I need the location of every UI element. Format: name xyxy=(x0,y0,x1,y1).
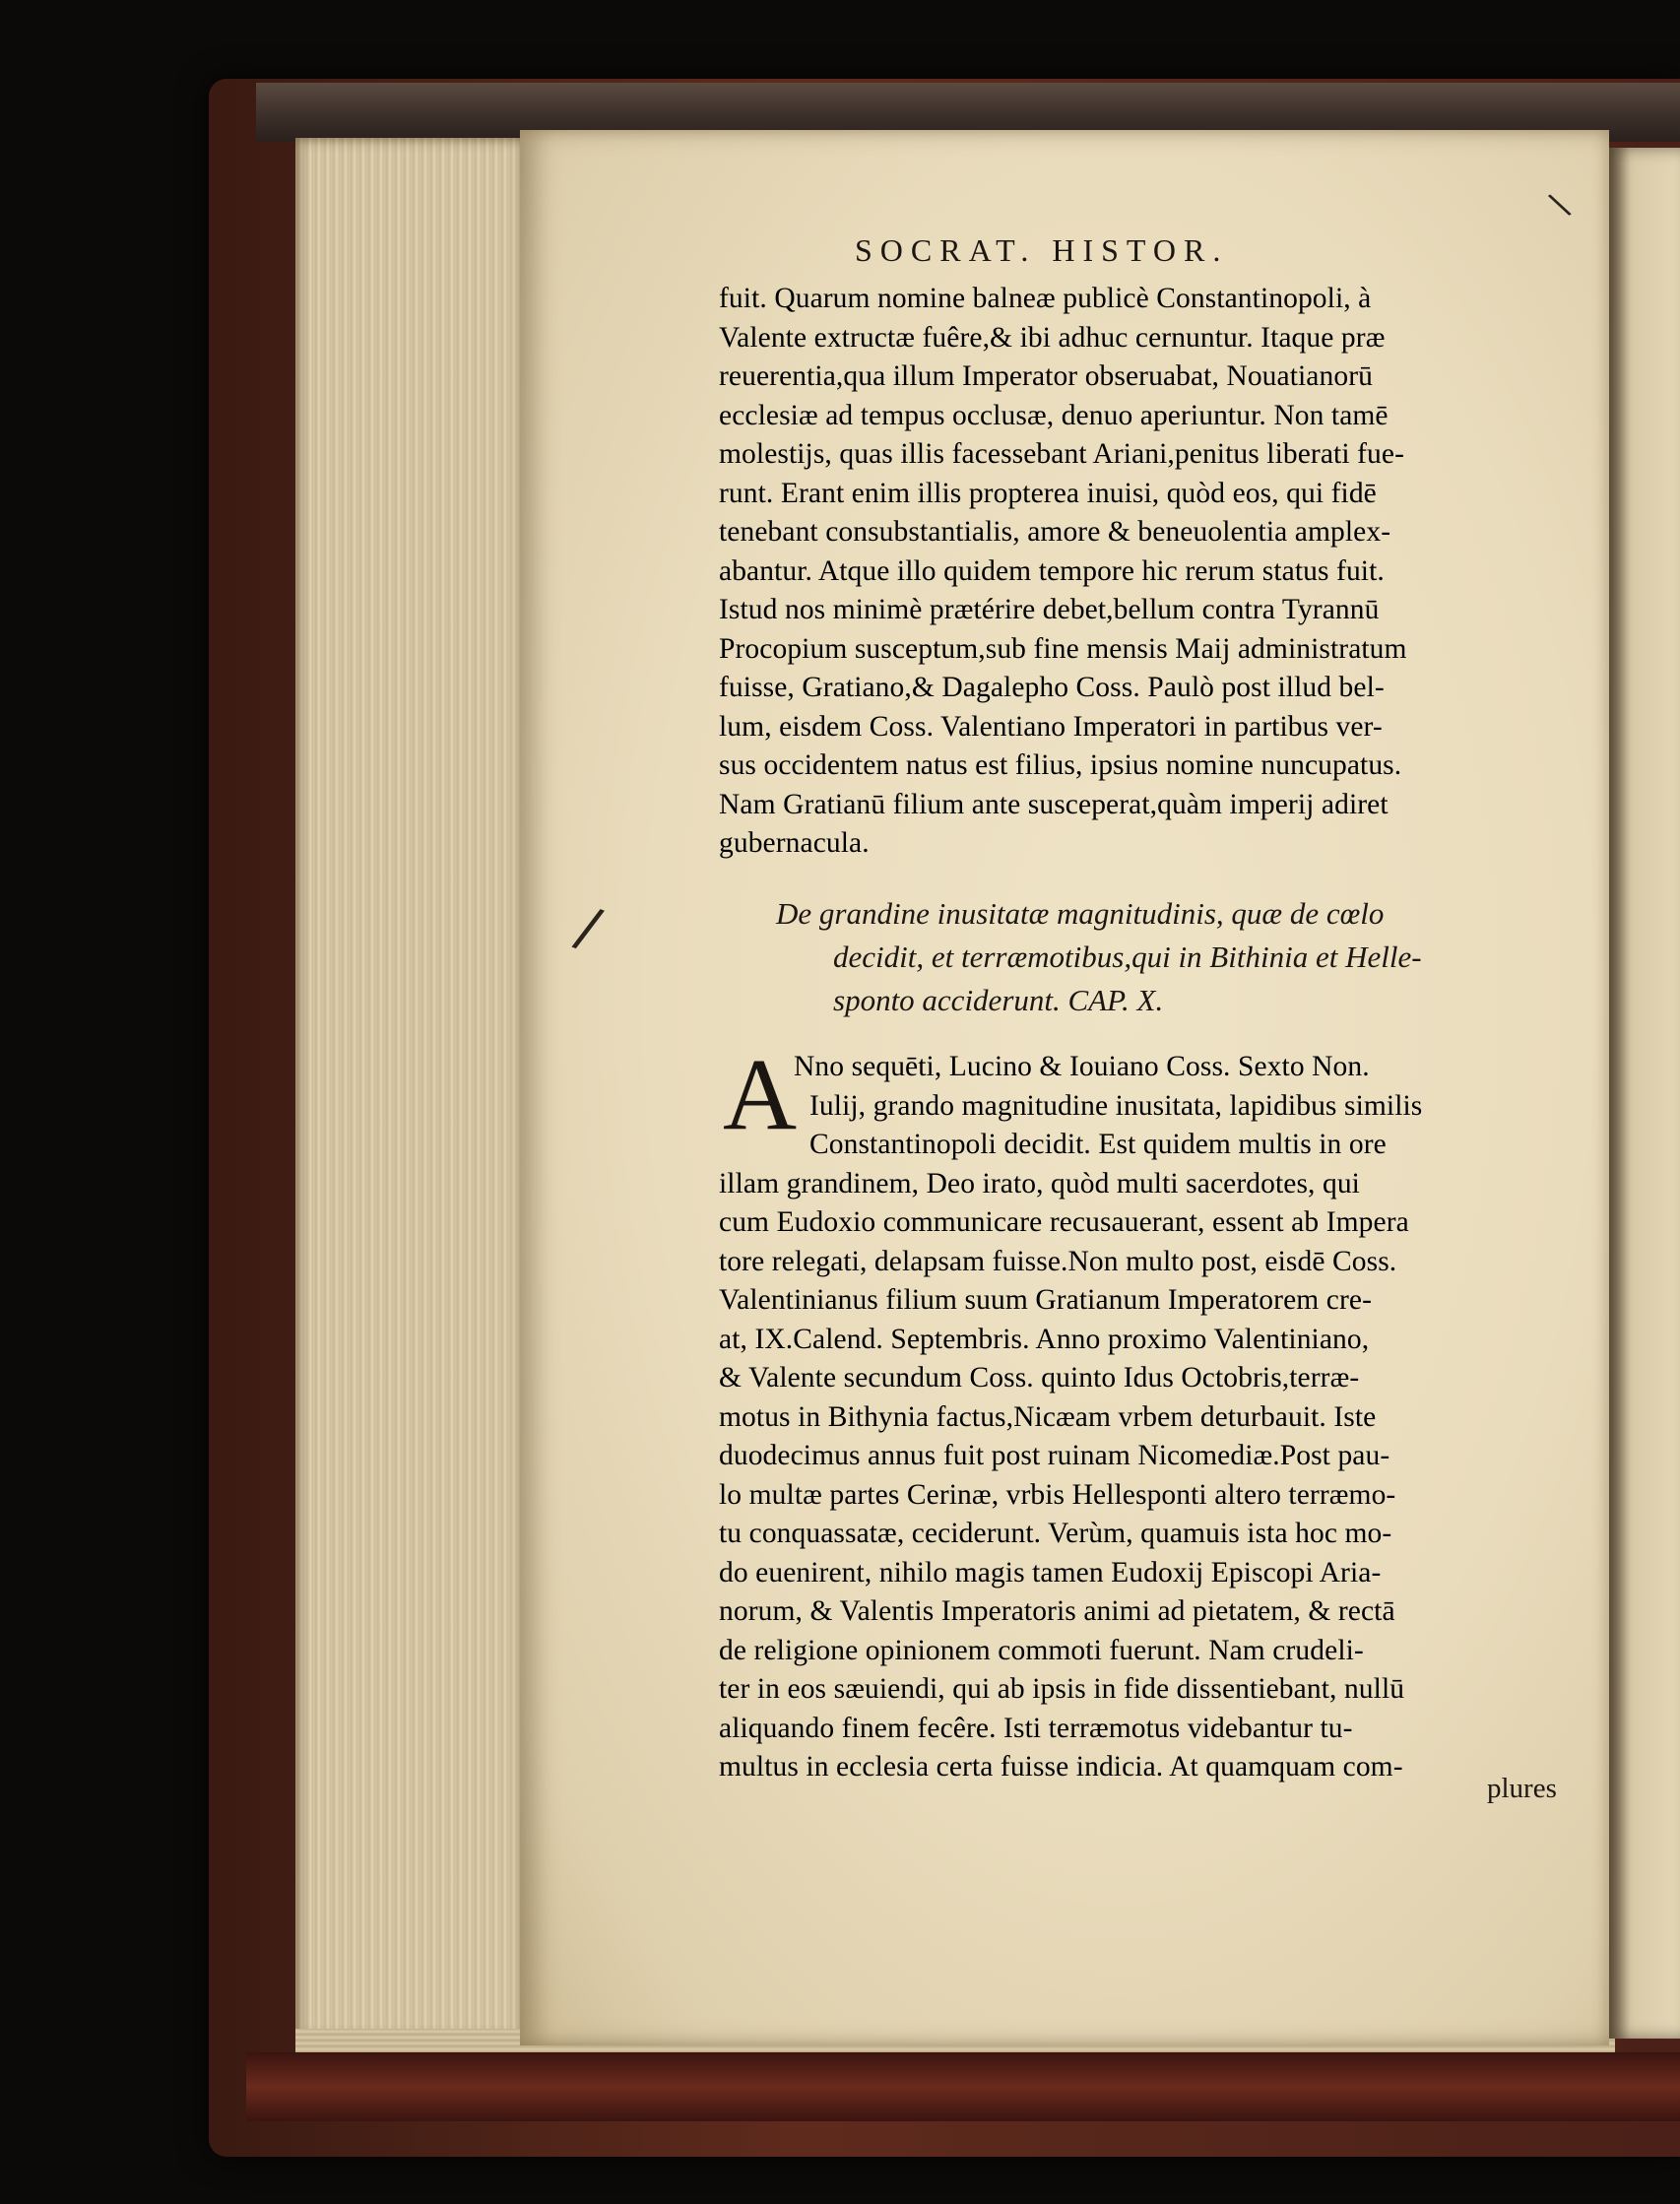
text-line: Valentinianus filium suum Gratianum Imperatorem cre- xyxy=(719,1284,1373,1316)
text-line: & Valente secundum Coss. quinto Idus Octobris,terræ- xyxy=(719,1362,1360,1394)
text-line: runt. Erant enim illis propterea inuisi, quòd eos, qui fidē xyxy=(719,477,1377,509)
book-bottom-board xyxy=(246,2052,1680,2121)
text-line: ecclesiæ ad tempus occlusæ, denuo aperiuntur. Non tamē xyxy=(719,399,1389,431)
text-line: Valente extructæ fuêre,& ibi adhuc cernuntur. Itaque præ xyxy=(719,321,1386,354)
facing-page-edge xyxy=(1609,148,1680,2039)
text-line: illam grandinem, Deo irato, quòd multi sacerdotes, qui xyxy=(719,1167,1360,1199)
catchword: plures xyxy=(1487,1773,1557,1804)
text-line: tu conquassatæ, ceciderunt. Verùm, quamuis ista hoc mo- xyxy=(719,1518,1392,1549)
chapter-heading xyxy=(776,892,1524,1022)
drop-cap: A xyxy=(723,1038,798,1151)
paragraph-2 xyxy=(719,1038,1576,1787)
text-line: de religione opinionem commoti fuerunt. Nam crudeli- xyxy=(719,1634,1364,1666)
text-line: lo multæ partes Cerinæ, vrbis Hellesponti altero terræmo- xyxy=(719,1478,1396,1511)
text-line: norum, & Valentis Imperatoris animi ad pietatem, & rectā xyxy=(719,1595,1395,1627)
chapter-heading-line: sponto acciderunt. CAP. X. xyxy=(833,983,1164,1017)
text-line: at, IX.Calend. Septembris. Anno proximo Valentiniano, xyxy=(719,1323,1370,1355)
running-head: SOCRAT. HISTOR. xyxy=(855,232,1229,268)
text-line: lum, eisdem Coss. Valentiano Imperatori in partibus ver- xyxy=(719,710,1383,743)
text-line: cum Eudoxio communicare recusauerant, essent ab Impera xyxy=(719,1206,1409,1238)
text-line: Constantinopoli decidit. Est quidem multis in ore xyxy=(809,1129,1387,1160)
paragraph-1 xyxy=(719,280,1566,864)
margin-mark: / xyxy=(568,894,609,962)
text-line: motus in Bithynia factus,Nicæam vrbem deturbauit. Iste xyxy=(719,1400,1377,1433)
text-line: fuit. Quarum nomine balneæ publicè Constantinopoli, à xyxy=(719,283,1372,314)
chapter-heading-line: De grandine inusitatæ magnitudinis, quæ de cœlo xyxy=(776,896,1385,931)
text-line: tore relegati, delapsam fuisse.Non multo post, eisdē Coss. xyxy=(719,1245,1397,1277)
text-line: duodecimus annus fuit post ruinam Nicomediæ.Post pau- xyxy=(719,1440,1390,1471)
text-line: molestijs, quas illis facessebant Ariani,penitus liberati fue- xyxy=(719,438,1405,470)
margin-mark: \ xyxy=(1544,184,1575,226)
chapter-heading-line: decidit, et terræmotibus,qui in Bithinia et Helle- xyxy=(833,940,1422,974)
text-line: do euenirent, nihilo magis tamen Eudoxij Episcopi Aria- xyxy=(719,1556,1382,1588)
text-line: multus in ecclesia certa fuisse indicia. At quamquam com- xyxy=(719,1751,1403,1783)
text-line: Istud nos minimè prætérire debet,bellum contra Tyrannū xyxy=(719,594,1380,625)
text-line: Iulij, grando magnitudine inusitata, lapidibus similis xyxy=(809,1089,1423,1122)
text-line: aliquando finem fecêre. Isti terræmotus videbantur tu- xyxy=(719,1712,1353,1744)
text-line: Procopium susceptum,sub fine mensis Maij administratum xyxy=(719,632,1407,665)
text-line: abantur. Atque illo quidem tempore hic rerum status fuit. xyxy=(719,554,1385,587)
text-line: ter in eos sæuiendi, qui ab ipsis in fide dissentiebant, nullū xyxy=(719,1673,1405,1705)
text-line: tenebant consubstantialis, amore & beneuolentia amplex- xyxy=(719,516,1391,548)
text-line: Nno sequēti, Lucino & Iouiano Coss. Sexto Non. xyxy=(794,1051,1370,1082)
text-line: Nam Gratianū filium ante susceperat,quàm imperij adiret xyxy=(719,788,1389,820)
page-edges xyxy=(295,138,532,2039)
text-line: sus occidentem natus est filius, ipsius nomine nuncupatus. xyxy=(719,749,1402,781)
text-line: gubernacula. xyxy=(719,827,870,859)
text-line: fuisse, Gratiano,& Dagalepho Coss. Paulò post illud bel- xyxy=(719,672,1385,703)
text-line: reuerentia,qua illum Imperator obseruabat, Nouatianorū xyxy=(719,360,1373,392)
